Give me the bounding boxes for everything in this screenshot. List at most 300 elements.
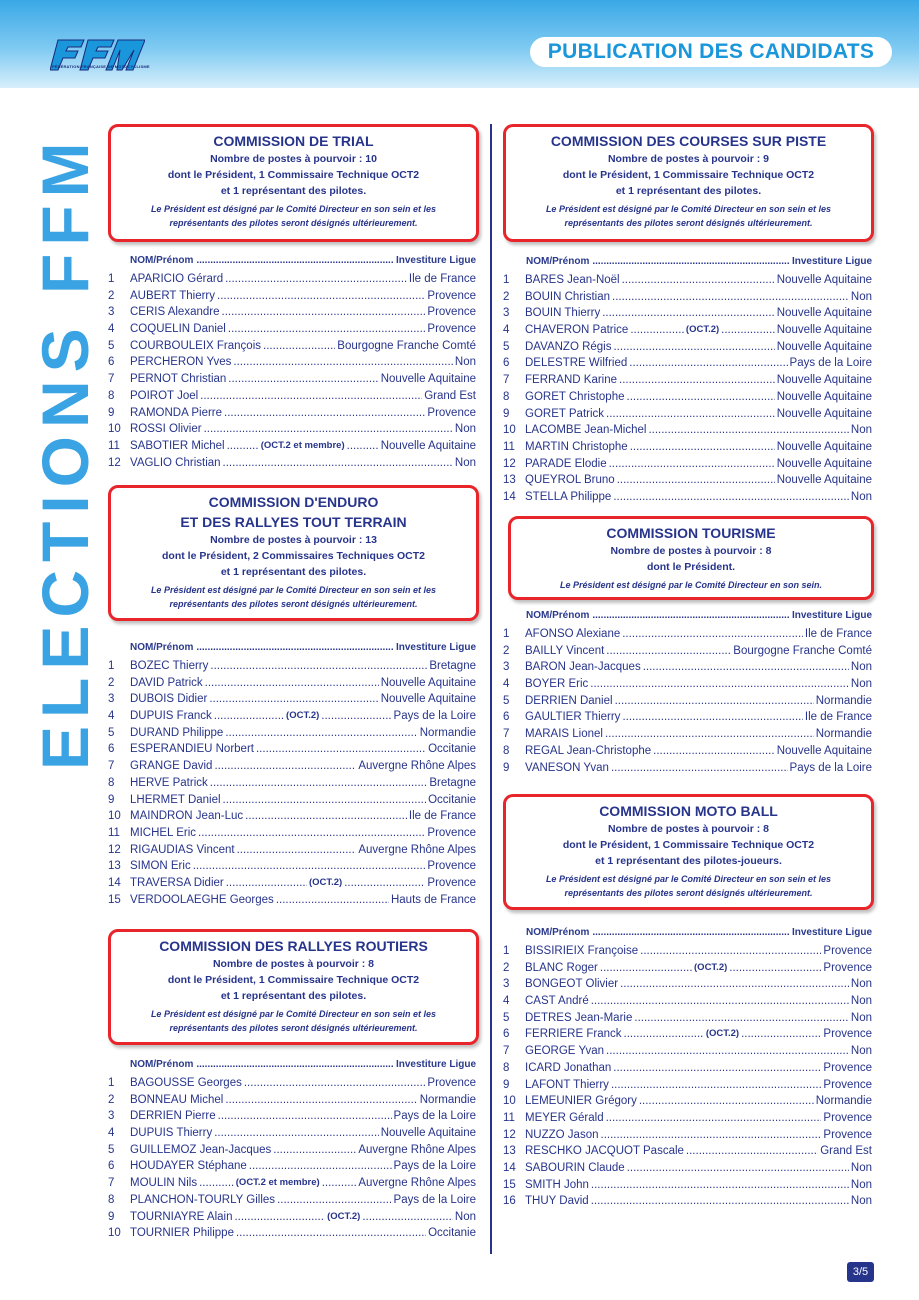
leader-dots (193, 858, 426, 875)
leader-dots (205, 675, 379, 692)
commission-subtitle: dont le Président, 1 Commissaire Technique OCT2 (562, 839, 815, 851)
leader-dots (600, 960, 692, 977)
commission-box (108, 485, 479, 621)
candidate-ligue: Non (850, 1011, 872, 1024)
leader-dots (630, 322, 684, 339)
candidate-number: 11 (108, 439, 120, 452)
candidate-ligue: Provence (823, 1028, 872, 1041)
candidate-number: 2 (108, 676, 115, 689)
candidate-row (108, 1225, 476, 1242)
leader-dots (639, 1093, 814, 1110)
leader-dots (627, 1160, 849, 1177)
commission-note: Le Président est désigné par le Comité Directeur en son sein et les représentants des pilotes seront désignés ultérieurement. (545, 204, 832, 228)
candidate-name: MOULIN Nils (130, 1177, 198, 1190)
candidate-number: 1 (503, 628, 510, 640)
candidate-name: TRAVERSA Didier (130, 876, 224, 889)
candidate-row (503, 960, 872, 977)
candidate-ligue: Non (850, 490, 872, 503)
candidate-ligue: Occitanie (428, 1227, 476, 1240)
header-ligue: Investiture Ligue (791, 610, 872, 621)
candidate-ligue: Non (850, 290, 872, 303)
candidate-list (108, 1075, 476, 1242)
commission-subtitle: dont le Président, 1 Commissaire Technique OCT2 (562, 169, 815, 181)
commission-title: COMMISSION DE TRIAL (213, 133, 374, 149)
candidate-ligue: Non (850, 1161, 872, 1174)
candidate-number: 1 (108, 273, 115, 285)
candidate-ligue: Non (454, 456, 476, 469)
candidate-number: 9 (503, 761, 510, 774)
candidate-number: 8 (108, 1193, 115, 1206)
candidate-row (108, 808, 476, 825)
candidate-name: TOURNIAYRE Alain (130, 1210, 233, 1223)
leader-dots (613, 489, 849, 506)
commission-subtitle: et 1 représentant des pilotes-joueurs. (595, 855, 782, 867)
candidate-name: CHAVERON Patrice (525, 324, 629, 337)
candidate-name: COURBOULEIX François (130, 339, 262, 352)
candidate-list (503, 943, 872, 1210)
candidate-row (503, 1177, 872, 1194)
commission-subtitle: et 1 représentant des pilotes. (220, 566, 367, 578)
candidate-number: 5 (108, 726, 115, 739)
header-name: NOM/Prénom (526, 610, 590, 621)
leader-dots (347, 438, 379, 455)
commission-subtitle: et 1 représentant des pilotes. (220, 185, 367, 197)
header-name: NOM/Prénom (526, 256, 590, 267)
logo-subtext: FÉDÉRATION FRANÇAISE DE MOTOCYCLISME (52, 64, 150, 69)
candidate-name: RAMONDA Pierre (130, 406, 223, 419)
candidate-ligue: Provence (823, 1128, 872, 1141)
candidate-number: 3 (108, 1110, 115, 1123)
candidate-number: 2 (108, 289, 115, 302)
candidate-row (503, 643, 872, 660)
candidate-number: 7 (503, 374, 510, 387)
candidate-name: VAGLIO Christian (130, 456, 221, 469)
candidate-name: PLANCHON-TOURLY Gilles (130, 1193, 276, 1206)
leader-dots (615, 693, 814, 710)
leader-dots (629, 355, 787, 372)
candidate-role: (OCT.2) (685, 324, 720, 336)
candidate-number: 4 (108, 323, 115, 336)
candidate-ligue: Nouvelle Aquitaine (776, 407, 872, 420)
header-dots (196, 253, 393, 269)
leader-dots (634, 1010, 849, 1027)
leader-dots (249, 1158, 392, 1175)
candidate-row (503, 339, 872, 356)
candidate-ligue: Nouvelle Aquitaine (776, 307, 872, 320)
candidate-name: DETRES Jean-Marie (525, 1011, 633, 1024)
candidate-number: 4 (503, 995, 510, 1008)
candidate-name: BAGOUSSE Georges (130, 1077, 242, 1089)
leader-dots (234, 1209, 325, 1226)
leader-dots (613, 1060, 821, 1077)
leader-dots (606, 643, 731, 660)
candidate-role: (OCT.2) (705, 1028, 740, 1040)
commission-subtitle: Nombre de postes à pourvoir : 10 (210, 153, 377, 165)
header-dots (196, 1057, 393, 1073)
column-divider (490, 124, 492, 1254)
list-header (130, 640, 476, 656)
candidate-ligue: Provence (823, 961, 872, 974)
candidate-row (108, 741, 476, 758)
candidate-row (108, 405, 476, 422)
candidate-name: RIGAUDIAS Vincent (130, 843, 235, 856)
candidate-name: NUZZO Jason (525, 1128, 599, 1141)
candidate-row (108, 1142, 476, 1159)
candidate-name: CERIS Alexandre (130, 306, 220, 319)
candidate-ligue: Non (454, 356, 476, 369)
candidate-name: LHERMET Daniel (130, 793, 221, 806)
candidate-ligue: Pays de la Loire (393, 1160, 476, 1173)
candidate-row (108, 1075, 476, 1092)
list-header (526, 608, 872, 624)
candidate-number: 14 (503, 490, 516, 503)
candidate-number: 12 (108, 456, 121, 469)
candidate-name: POIROT Joel (130, 389, 199, 402)
candidate-row (503, 1127, 872, 1144)
candidate-name: CAST André (525, 995, 589, 1008)
candidate-name: DAVID Patrick (130, 676, 203, 689)
candidate-ligue: Provence (823, 945, 872, 957)
candidate-ligue: Non (454, 423, 476, 436)
leader-dots (228, 321, 426, 338)
candidate-row (108, 1175, 476, 1192)
candidate-row (503, 1093, 872, 1110)
candidate-ligue: Ile de France (804, 628, 872, 640)
candidate-row (503, 1077, 872, 1094)
leader-dots (273, 1142, 356, 1159)
candidate-list (108, 658, 476, 908)
candidate-number: 6 (503, 711, 510, 724)
candidate-name: HOUDAYER Stéphane (130, 1160, 247, 1173)
leader-dots (591, 993, 849, 1010)
candidate-row (503, 1010, 872, 1027)
candidate-number: 11 (503, 440, 515, 453)
candidate-row (503, 976, 872, 993)
candidate-name: PERNOT Christian (130, 373, 227, 386)
candidate-name: DUPUIS Franck (130, 710, 212, 723)
candidate-name: SABOTIER Michel (130, 439, 225, 452)
candidate-ligue: Nouvelle Aquitaine (776, 274, 872, 286)
candidate-number: 3 (503, 307, 510, 320)
candidate-ligue: Ile de France (408, 810, 476, 823)
leader-dots (606, 406, 775, 423)
commission-title: COMMISSION TOURISME (606, 525, 776, 541)
candidate-row (108, 338, 476, 355)
candidate-row (108, 321, 476, 338)
header-name: NOM/Prénom (130, 1059, 194, 1070)
candidate-row (108, 1192, 476, 1209)
leader-dots (224, 405, 425, 422)
candidate-number: 12 (108, 843, 121, 856)
candidate-number: 12 (503, 1128, 516, 1141)
candidate-ligue: Auvergne Rhône Alpes (358, 760, 476, 773)
candidate-name: PARADE Elodie (525, 457, 607, 470)
candidate-row (503, 372, 872, 389)
candidate-row (503, 472, 872, 489)
candidate-number: 9 (108, 793, 115, 806)
leader-dots (602, 305, 775, 322)
leader-dots (601, 1127, 822, 1144)
candidate-ligue: Nouvelle Aquitaine (380, 439, 476, 452)
candidate-number: 1 (503, 274, 510, 286)
candidate-name: BOUIN Thierry (525, 307, 601, 320)
leader-dots (276, 892, 389, 909)
leader-dots (225, 1092, 417, 1109)
candidate-number: 3 (503, 978, 510, 991)
candidate-number: 13 (503, 474, 516, 487)
leader-dots (622, 709, 802, 726)
candidate-row (108, 725, 476, 742)
leader-dots (729, 960, 821, 977)
candidate-ligue: Grand Est (820, 1145, 872, 1158)
commission-box (108, 124, 479, 242)
commission-title: COMMISSION MOTO BALL (599, 803, 778, 819)
candidate-number: 2 (503, 961, 510, 974)
leader-dots (590, 676, 849, 693)
candidate-row (108, 1158, 476, 1175)
candidate-name: COQUELIN Daniel (130, 323, 226, 336)
candidate-ligue: Nouvelle Aquitaine (380, 373, 476, 386)
candidate-ligue: Bretagne (429, 660, 476, 672)
leader-dots (256, 741, 426, 758)
side-title: ELECTIONS FFM (28, 134, 102, 770)
candidate-name: RESCHKO JACQUOT Pascale (525, 1145, 684, 1158)
candidate-name: MEYER Gérald (525, 1111, 604, 1124)
candidate-name: DUBOIS Didier (130, 693, 208, 706)
candidate-row (503, 489, 872, 506)
leader-dots (627, 389, 775, 406)
candidate-name: BOYER Eric (525, 678, 589, 691)
candidate-row (503, 355, 872, 372)
candidate-name: DELESTRE Wilfried (525, 357, 628, 370)
candidate-name: VERDOOLAEGHE Georges (130, 893, 274, 906)
candidate-name: STELLA Philippe (525, 490, 612, 503)
candidate-row (503, 993, 872, 1010)
candidate-ligue: Provence (427, 876, 477, 889)
header-dots (592, 608, 789, 624)
candidate-name: ICARD Jonathan (525, 1061, 612, 1074)
candidate-row (503, 406, 872, 423)
candidate-name: AUBERT Thierry (130, 289, 215, 302)
candidate-row (108, 892, 476, 909)
candidate-row (108, 842, 476, 859)
commission-box (503, 794, 874, 910)
header-dots (196, 640, 393, 656)
candidate-ligue: Nouvelle Aquitaine (776, 374, 872, 387)
candidate-row (108, 271, 476, 288)
candidate-row (503, 1110, 872, 1127)
leader-dots (612, 289, 849, 306)
candidate-number: 7 (503, 728, 510, 741)
leader-dots (613, 339, 774, 356)
candidate-number: 8 (108, 389, 115, 402)
header-ligue: Investiture Ligue (395, 255, 476, 266)
list-header (526, 254, 872, 270)
candidate-number: 3 (503, 661, 510, 674)
candidate-ligue: Nouvelle Aquitaine (380, 676, 476, 689)
candidate-number: 10 (503, 424, 516, 437)
candidate-number: 6 (108, 743, 115, 756)
leader-dots (225, 271, 407, 288)
candidate-name: BAILLY Vincent (525, 644, 605, 657)
candidate-name: HERVE Patrick (130, 776, 208, 789)
leader-dots (322, 1175, 357, 1192)
candidate-row (108, 858, 476, 875)
candidate-ligue: Occitanie (428, 743, 476, 756)
candidate-ligue: Normandie (815, 1095, 872, 1108)
leader-dots (622, 272, 775, 289)
candidate-ligue: Occitanie (428, 793, 476, 806)
leader-dots (611, 760, 788, 777)
candidate-name: APARICIO Gérard (130, 273, 224, 285)
candidate-ligue: Normandie (419, 1093, 476, 1106)
candidate-name: DAVANZO Régis (525, 340, 612, 353)
candidate-ligue: Pays de la Loire (393, 1193, 476, 1206)
candidate-name: DURAND Philippe (130, 726, 224, 739)
candidate-number: 2 (108, 1093, 115, 1106)
leader-dots (620, 976, 849, 993)
leader-dots (591, 1193, 849, 1210)
candidate-row (108, 708, 476, 725)
candidate-name: MARTIN Christophe (525, 440, 628, 453)
commission-title: COMMISSION D'ENDURO (208, 494, 379, 510)
candidate-name: GRANGE David (130, 760, 213, 773)
candidate-number: 12 (503, 457, 516, 470)
candidate-role: (OCT.2 et membre) (260, 439, 345, 451)
leader-dots (214, 758, 356, 775)
candidate-row (108, 288, 476, 305)
candidate-ligue: Normandie (419, 726, 476, 739)
leader-dots (199, 1175, 234, 1192)
candidate-row (503, 676, 872, 693)
candidate-number: 10 (108, 810, 121, 823)
candidate-row (503, 943, 872, 960)
candidate-row (108, 354, 476, 371)
candidate-number: 3 (108, 306, 115, 319)
candidate-ligue: Non (850, 1178, 872, 1191)
commission-subtitle: Nombre de postes à pourvoir : 8 (607, 823, 770, 835)
candidate-row (108, 758, 476, 775)
candidate-list (503, 626, 872, 776)
candidate-ligue: Pays de la Loire (393, 710, 477, 723)
candidate-ligue: Provence (427, 306, 476, 319)
candidate-name: MICHEL Eric (130, 826, 197, 839)
header-name: NOM/Prénom (130, 642, 194, 653)
candidate-row (108, 1092, 476, 1109)
candidate-row (503, 322, 872, 339)
page-number: 3/5 (847, 1262, 874, 1282)
candidate-list (108, 271, 476, 471)
candidate-row (108, 675, 476, 692)
commission-subtitle: Nombre de postes à pourvoir : 13 (210, 534, 377, 546)
candidate-name: VANESON Yvan (525, 761, 609, 774)
candidate-ligue: Bourgogne Franche Comté (337, 339, 476, 352)
candidate-number: 13 (503, 1145, 516, 1158)
candidate-ligue: Auvergne Rhône Alpes (358, 1177, 477, 1190)
candidate-ligue: Nouvelle Aquitaine (776, 474, 872, 487)
candidate-number: 13 (108, 860, 121, 873)
candidate-name: ROSSI Olivier (130, 423, 202, 436)
header-name: NOM/Prénom (526, 927, 590, 938)
candidate-number: 5 (108, 339, 115, 352)
candidate-name: AFONSO Alexiane (525, 628, 621, 640)
candidate-list (503, 272, 872, 506)
candidate-ligue: Pays de la Loire (789, 761, 872, 774)
leader-dots (218, 1108, 392, 1125)
commission-subtitle: dont le Président, 1 Commissaire Technique OCT2 (167, 169, 420, 181)
candidate-ligue: Nouvelle Aquitaine (776, 440, 872, 453)
header-name: NOM/Prénom (130, 255, 194, 266)
candidate-ligue: Provence (823, 1078, 872, 1091)
header-dots (592, 254, 789, 270)
candidate-ligue: Normandie (815, 694, 872, 707)
candidate-role: (OCT.2) (286, 710, 320, 722)
candidate-row (108, 371, 476, 388)
candidate-ligue: Bretagne (429, 776, 476, 789)
candidate-number: 10 (108, 1227, 121, 1240)
candidate-name: MARAIS Lionel (525, 728, 603, 741)
leader-dots (214, 1125, 379, 1142)
candidate-number: 4 (108, 710, 115, 723)
candidate-number: 11 (108, 826, 120, 839)
leader-dots (209, 691, 378, 708)
leader-dots (225, 725, 417, 742)
candidate-name: BARON Jean-Jacques (525, 661, 641, 674)
header-ligue: Investiture Ligue (791, 927, 872, 938)
candidate-row (503, 709, 872, 726)
candidate-row (503, 1193, 872, 1210)
candidate-number: 3 (108, 693, 115, 706)
leader-dots (198, 825, 425, 842)
candidate-name: THUY David (525, 1195, 589, 1208)
leader-dots (223, 792, 427, 809)
leader-dots (321, 708, 391, 725)
leader-dots (344, 875, 425, 892)
commission-subtitle: dont le Président, 2 Commissaires Techniques OCT2 (162, 550, 425, 562)
candidate-name: GORET Christophe (525, 390, 625, 403)
leader-dots (214, 708, 284, 725)
candidate-ligue: Ile de France (408, 273, 476, 285)
candidate-name: DERRIEN Daniel (525, 694, 613, 707)
candidate-row (503, 1160, 872, 1177)
candidate-ligue: Non (850, 661, 872, 674)
candidate-number: 6 (108, 1160, 115, 1173)
candidate-row (108, 304, 476, 321)
candidate-row (503, 305, 872, 322)
candidate-ligue: Provence (427, 860, 476, 873)
candidate-row (503, 726, 872, 743)
candidate-row (108, 875, 476, 892)
commission-note: Le Président est désigné par le Comité Directeur en son sein et les représentants des pilotes seront désignés ultérieurement. (150, 1009, 437, 1033)
candidate-number: 5 (503, 694, 510, 707)
candidate-ligue: Non (454, 1210, 477, 1223)
candidate-number: 5 (503, 340, 510, 353)
leader-dots (686, 1143, 818, 1160)
leader-dots (648, 422, 848, 439)
candidate-number: 7 (108, 760, 115, 773)
candidate-number: 6 (108, 356, 115, 369)
candidate-ligue: Non (850, 978, 872, 991)
candidate-name: DUPUIS Thierry (130, 1127, 213, 1140)
candidate-name: DERRIEN Pierre (130, 1110, 216, 1123)
candidate-name: REGAL Jean-Christophe (525, 744, 652, 757)
candidate-name: PERCHERON Yves (130, 356, 232, 369)
candidate-ligue: Pays de la Loire (789, 357, 872, 370)
leader-dots (609, 456, 775, 473)
candidate-ligue: Pays de la Loire (393, 1110, 476, 1123)
candidate-name: LAFONT Thierry (525, 1078, 609, 1091)
leader-dots (226, 875, 307, 892)
